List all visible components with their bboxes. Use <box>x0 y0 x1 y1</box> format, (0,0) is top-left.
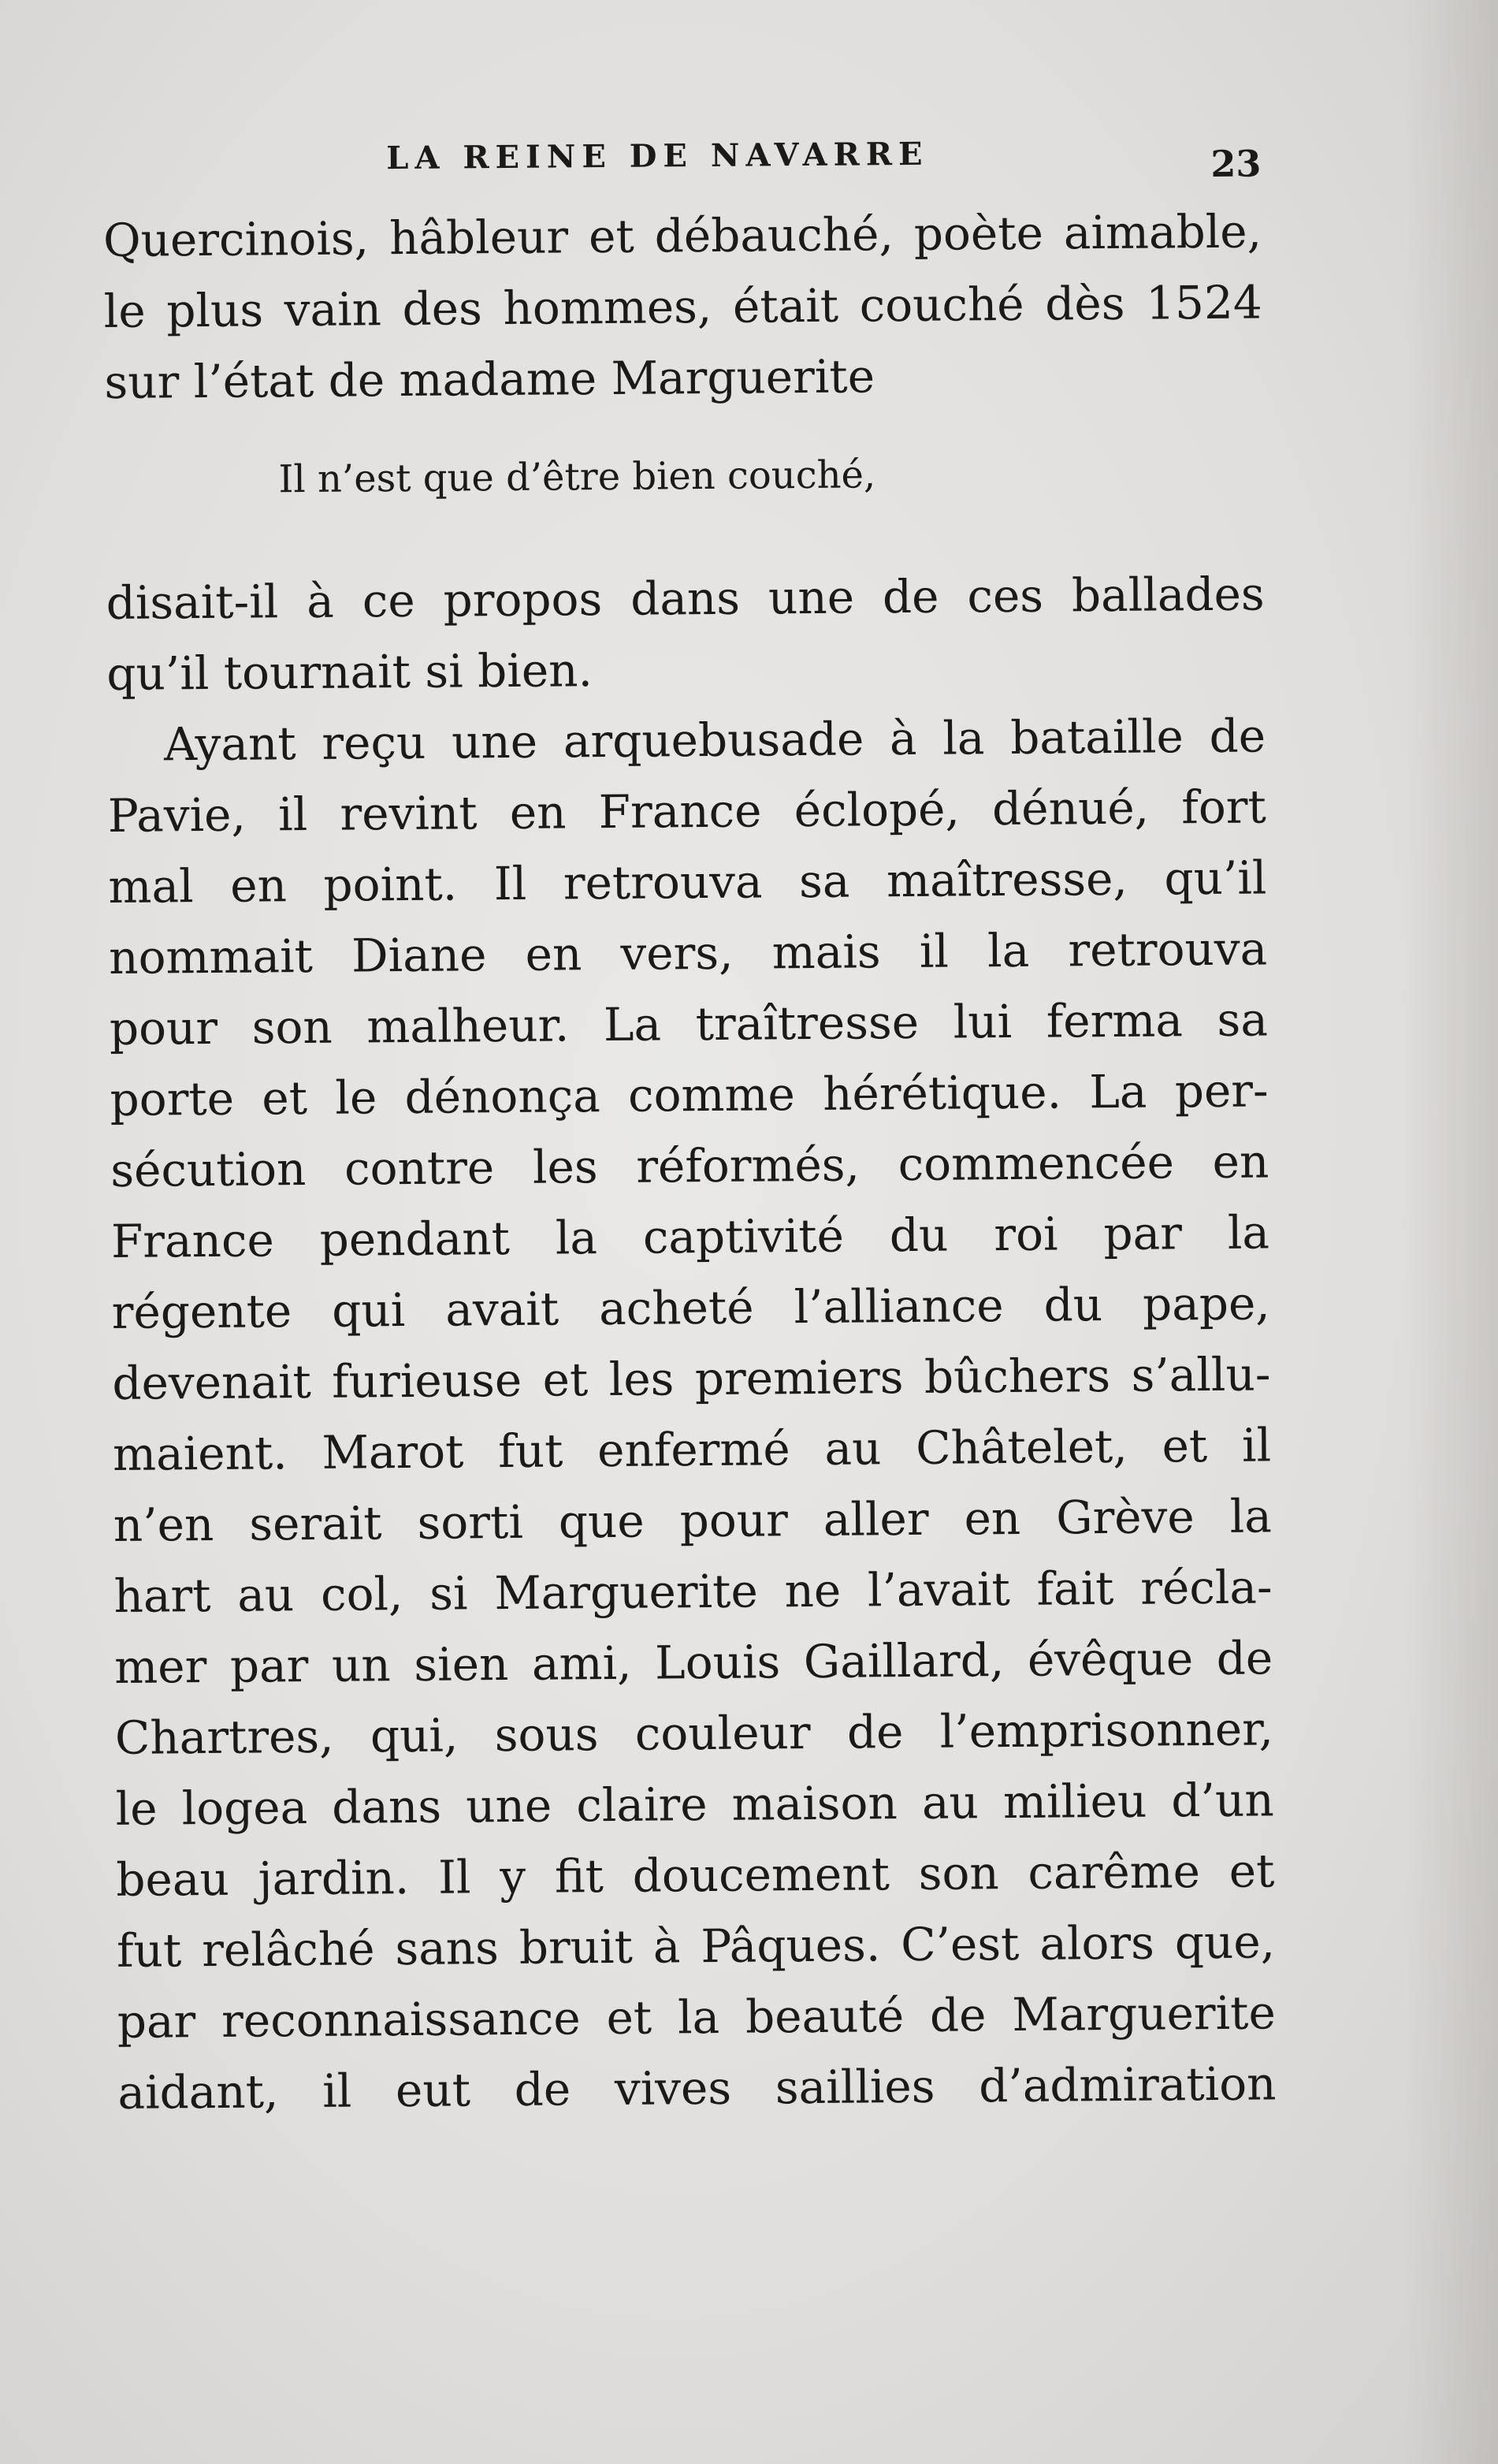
paragraph-1 <box>103 195 1263 418</box>
text-line: par reconnaissance et la beauté de Marguerite <box>117 1986 1277 2049</box>
text-line: beau jardin. Il y fit doucement son carême et <box>116 1844 1275 1907</box>
text-line: Pavie, il revint en France éclopé, dénué, fort <box>107 780 1267 843</box>
text-line: pour son malheur. La traîtresse lui ferma sa <box>109 992 1269 1055</box>
text-line: disait-il à ce propos dans une de ces ballades <box>106 567 1265 630</box>
text-line: devenait furieuse et les premiers bûchers s’allu- <box>112 1347 1271 1410</box>
page-edge-shadow <box>1403 0 1498 2464</box>
verse-quote: Il n’est que d’être bien couché, <box>278 452 876 502</box>
text-line: porte et le dénonça comme hérétique. La per- <box>110 1063 1269 1126</box>
text-line: n’en serait sorti que pour aller en Grève la <box>113 1489 1273 1552</box>
paragraph-3 <box>107 700 1277 2127</box>
text-line: mer par un sien ami, Louis Gaillard, évêque de <box>114 1631 1273 1694</box>
text-line: mal en point. Il retrouva sa maîtresse, qu’il <box>108 850 1267 914</box>
text-line: sécution contre les réformés, commencée en <box>110 1134 1269 1197</box>
text-line: nommait Diane en vers, mais il la retrouva <box>108 921 1268 984</box>
page-number: 23 <box>1210 142 1262 185</box>
text-line: qu’il tournait si bien. <box>106 643 593 701</box>
text-line: maient. Marot fut enfermé au Châtelet, et il <box>112 1418 1272 1481</box>
running-title: LA REINE DE NAVARRE <box>386 135 929 177</box>
text-line: le plus vain des hommes, était couché dès 1524 <box>103 275 1262 338</box>
text-line: fut relâché sans bruit à Pâques. C’est alors que, <box>116 1915 1276 1978</box>
text-line: Quercinois, hâbleur et débauché, poète aimable, <box>102 204 1262 267</box>
text-line: régente qui avait acheté l’alliance du pape, <box>111 1276 1270 1339</box>
text-line: Chartres, qui, sous couleur de l’emprisonner, <box>114 1702 1274 1765</box>
paragraph-2 <box>106 558 1265 709</box>
page-text-block <box>102 125 1277 2127</box>
text-line: France pendant la captivité du roi par la <box>110 1205 1270 1268</box>
text-line: Ayant reçu une arquebusade à la bataille de <box>163 709 1266 772</box>
text-line: sur l’état de madame Marguerite <box>104 349 875 409</box>
text-line: hart au col, si Marguerite ne l’avait fait récla- <box>113 1560 1273 1623</box>
text-line: aidant, il eut de vives saillies d’admiration <box>117 2056 1277 2120</box>
running-head <box>102 125 1262 189</box>
text-line: le logea dans une claire maison au milieu d’un <box>115 1773 1274 1836</box>
